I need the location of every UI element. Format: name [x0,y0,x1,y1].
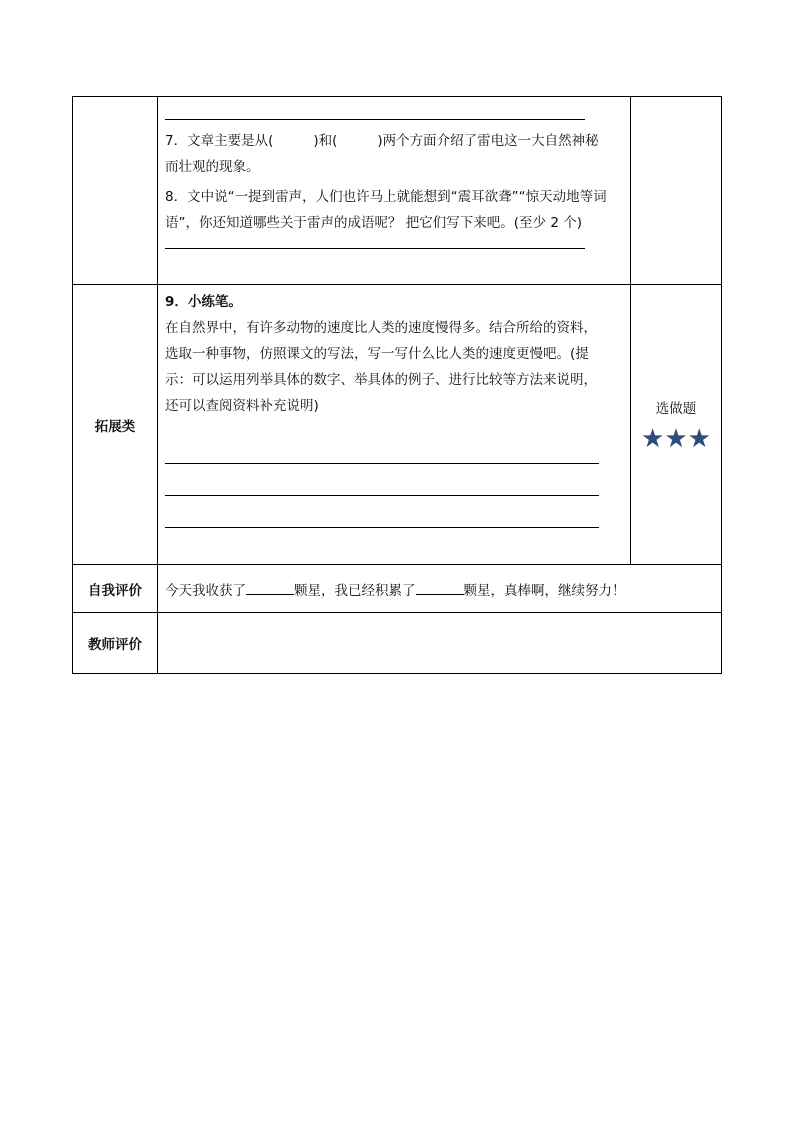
q9-line-2: 选取一种事物，仿照课文的写法，写一写什么比人类的速度更慢吧。(提 [165,346,589,362]
self-eval-text-b: 颗星，我已经积累了 [294,582,416,599]
teacher-eval-label: 教师评价 [73,613,158,674]
row-expand [73,285,722,565]
self-eval-blank-1[interactable] [246,580,294,595]
self-eval-content [158,565,722,613]
q8-line1: 8．文中说“一提到雷声，人们也许马上就能想到“震耳欲聋”“惊天动地等词 [165,189,607,205]
q9-answer-line-2[interactable] [165,495,599,496]
answer-line-top[interactable] [165,97,585,120]
q9-answer-line-1[interactable] [165,463,599,464]
q9-line-1: 在自然界中，有许多动物的速度比人类的速度慢得多。结合所给的资料， [165,320,597,336]
q8-line2: 语”，你还知道哪些关于雷声的成语呢？ 把它们写下来吧。(至少 2 个) [165,215,582,231]
q7-suffix: )两个方面介绍了雷电这一大自然神秘 [377,133,599,149]
row-questions-7-8 [73,97,722,285]
q9-line-3: 示：可以运用列举具体的数字、举具体的例子、进行比较等方法来说明， [165,372,597,388]
q7-line2: 而壮观的现象。 [165,159,260,175]
row-teacher-eval [73,613,722,674]
three-stars-icon: ★★★ [641,423,711,454]
self-eval-text-c: 颗星，真棒啊，继续努力！ [463,582,626,599]
q8-answer-line[interactable] [165,238,585,249]
worksheet-table [72,96,722,674]
question-7 [165,128,623,154]
q9-answer-line-3[interactable] [165,527,599,528]
row1-side-cell [631,97,722,285]
expand-content-cell [158,285,631,565]
row1-content-cell [158,97,631,285]
row-self-eval [73,565,722,613]
self-eval-label: 自我评价 [73,565,158,613]
teacher-eval-content[interactable] [158,613,722,674]
self-eval-blank-2[interactable] [416,580,464,595]
self-eval-text-a: 今天我收获了 [165,582,246,599]
q7-prefix: 7．文章主要是从( [165,133,274,149]
q7-mid: )和( [313,133,338,149]
q9-title: 9．小练笔。 [165,294,242,310]
expand-side-cell [631,285,722,565]
optional-label: 选做题 [655,400,697,417]
expand-label: 拓展类 [73,285,158,565]
row1-label-cell [73,97,158,285]
q9-line-4: 还可以查阅资料补充说明) [165,398,319,414]
